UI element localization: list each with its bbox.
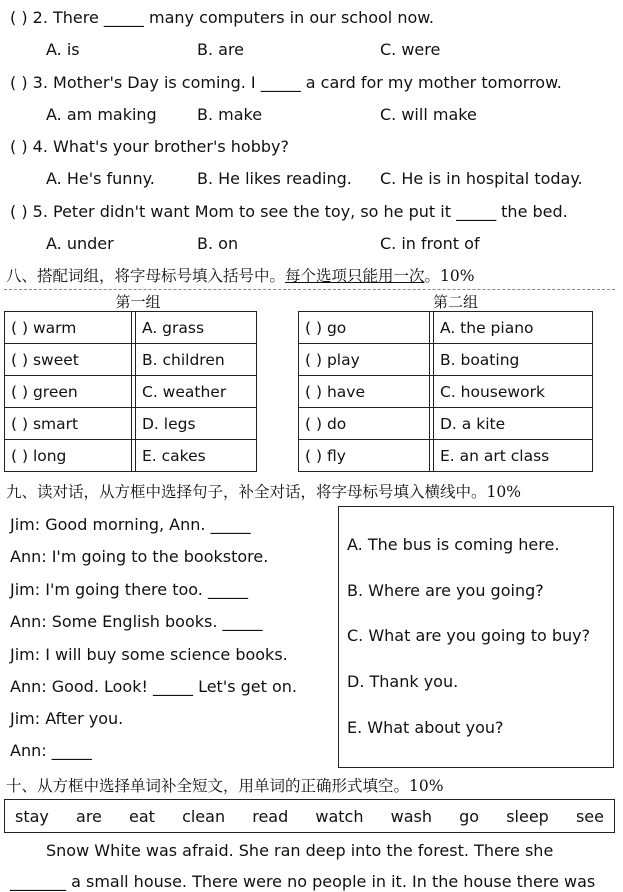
section-8-title <box>6 266 474 286</box>
choice-item: D. Thank you. <box>347 672 459 691</box>
table-row <box>299 312 593 344</box>
section-10-title: 十、从方框中选择单词补全短文，用单词的正确形式填空。10% <box>6 777 444 795</box>
group-2-right-item: D. a kite <box>434 408 593 440</box>
group-2-right-item: E. an art class <box>434 440 593 472</box>
group-2-right-item: A. the piano <box>434 312 593 344</box>
question-4-option-b: B. He likes reading. <box>197 169 352 188</box>
group-1-left-item[interactable]: ( ) green <box>5 376 132 408</box>
word-bank-item: eat <box>129 806 155 826</box>
group-2-label: 第二组 <box>432 293 478 311</box>
table-row <box>5 344 257 376</box>
section-8-title-main: 八、搭配词组，将字母标号填入括号中。 <box>6 267 286 285</box>
choice-item: C. What are you going to buy? <box>347 626 591 645</box>
dialogue-line: Jim: I will buy some science books. <box>10 645 288 664</box>
question-3-option-b: B. make <box>197 105 263 124</box>
dialogue-line: Ann: Some English books. _____ <box>10 612 263 631</box>
table-row <box>299 344 593 376</box>
group-2-left-item[interactable]: ( ) fly <box>299 440 430 472</box>
word-bank-item: are <box>76 806 102 826</box>
dialogue-line: Jim: I'm going there too. _____ <box>10 580 248 599</box>
word-bank-item: clean <box>182 806 226 826</box>
table-row <box>299 376 593 408</box>
group-2-left-item[interactable]: ( ) do <box>299 408 430 440</box>
dialogue-line: Ann: _____ <box>10 741 92 760</box>
question-5-option-c: C. in front of <box>380 234 480 253</box>
question-4-option-a: A. He's funny. <box>46 169 155 188</box>
group-1-table <box>4 311 257 472</box>
question-4-stem: ( ) 4. What's your brother's hobby? <box>10 137 289 156</box>
question-5-stem: ( ) 5. Peter didn't want Mom to see the toy, so he put it _____ the bed. <box>10 202 568 221</box>
question-5-option-a: A. under <box>46 234 114 253</box>
question-4-option-c: C. He is in hospital today. <box>380 169 583 188</box>
group-2-left-item[interactable]: ( ) play <box>299 344 430 376</box>
section-9-title: 九、读对话，从方框中选择句子，补全对话，将字母标号填入横线中。10% <box>6 483 521 501</box>
group-2-table <box>298 311 593 472</box>
table-header-top-border <box>4 289 615 290</box>
choice-item: B. Where are you going? <box>347 581 544 600</box>
word-bank-item: watch <box>315 806 364 826</box>
table-row <box>5 440 257 472</box>
group-2-right-item: B. boating <box>434 344 593 376</box>
dialogue-line: Ann: I'm going to the bookstore. <box>10 547 269 566</box>
table-row <box>5 312 257 344</box>
group-1-left-item[interactable]: ( ) long <box>5 440 132 472</box>
group-1-left-item[interactable]: ( ) smart <box>5 408 132 440</box>
table-row <box>299 408 593 440</box>
choice-item: A. The bus is coming here. <box>347 535 560 554</box>
group-1-left-item[interactable]: ( ) warm <box>5 312 132 344</box>
word-bank <box>4 799 615 833</box>
dialogue-line: Ann: Good. Look! _____ Let's get on. <box>10 677 298 696</box>
dialogue-line: Jim: After you. <box>10 709 124 728</box>
table-row <box>5 376 257 408</box>
dialogue-line: Jim: Good morning, Ann. _____ <box>10 515 251 534</box>
group-1-left-item[interactable]: ( ) sweet <box>5 344 132 376</box>
word-bank-item: sleep <box>506 806 549 826</box>
question-2-option-b: B. are <box>197 40 245 59</box>
question-2-stem: ( ) 2. There _____ many computers in our school now. <box>10 8 434 27</box>
table-row <box>299 440 593 472</box>
question-2-option-c: C. were <box>380 40 441 59</box>
question-5-option-b: B. on <box>197 234 239 253</box>
group-2-left-item[interactable]: ( ) have <box>299 376 430 408</box>
word-bank-item: wash <box>390 806 432 826</box>
section-8-title-underlined: 每个选项只能用一次 <box>285 267 425 285</box>
group-1-right-item: E. cakes <box>136 440 257 472</box>
group-1-right-item: D. legs <box>136 408 257 440</box>
word-bank-item: see <box>575 806 604 826</box>
group-2-right-item: C. housework <box>434 376 593 408</box>
group-1-label: 第一组 <box>115 293 161 311</box>
group-1-right-item: C. weather <box>136 376 257 408</box>
word-bank-item: stay <box>15 806 49 826</box>
group-1-right-item: A. grass <box>136 312 257 344</box>
group-2-left-item[interactable]: ( ) go <box>299 312 430 344</box>
passage-line-2: _______ a small house. There were no people in it. In the house there was <box>10 872 596 891</box>
word-bank-item: read <box>252 806 289 826</box>
question-3-stem: ( ) 3. Mother's Day is coming. I _____ a card for my mother tomorrow. <box>10 73 562 92</box>
group-1-right-item: B. children <box>136 344 257 376</box>
question-2-option-a: A. is <box>46 40 80 59</box>
passage-line-1: Snow White was afraid. She ran deep into the forest. There she <box>46 841 554 860</box>
question-3-option-c: C. will make <box>380 105 477 124</box>
choice-item: E. What about you? <box>347 718 504 737</box>
section-8-title-score: 。10% <box>424 267 475 285</box>
question-3-option-a: A. am making <box>46 105 157 124</box>
table-row <box>5 408 257 440</box>
word-bank-item: go <box>459 806 480 826</box>
